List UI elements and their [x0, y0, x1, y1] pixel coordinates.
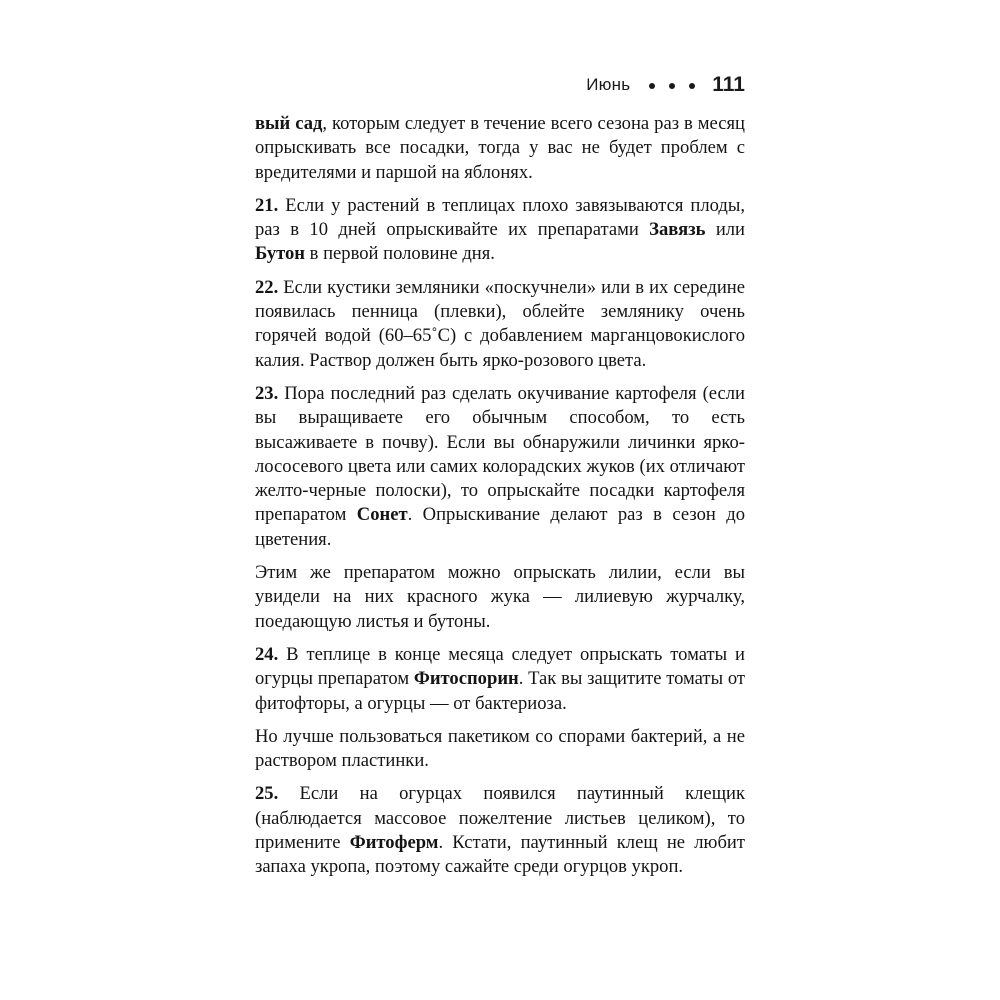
text-run: , которым следует в течение всего сезона раз в месяц опрыскивать все посадки, тогда у вас не будет проблем с вредителями и паршой на яблонях.	[255, 113, 745, 183]
text-run: Если у растений в теплицах плохо завязываются плоды, раз в 10 дней опрыскивайте их препаратами	[255, 194, 745, 241]
text-run: . Так вы защитите томаты от фитофторы, а огурцы — от бактериоза.	[255, 668, 745, 714]
bold-term: 22.	[255, 276, 279, 298]
paragraph	[255, 112, 745, 185]
bold-term: Сонет	[356, 504, 408, 526]
paragraph	[255, 561, 745, 634]
running-head-dots-ornament	[642, 75, 702, 95]
paragraph	[255, 643, 745, 716]
bold-term: Фитоспорин	[413, 668, 519, 690]
text-run: Этим же препаратом можно опрыскать лилии, если вы увидели на них красного жука — лилиевую журчалку, поедающую листья и бутоны.	[255, 562, 745, 632]
text-run: В теплице в конце месяца следует опрыскать томаты и огурцы препаратом	[255, 643, 745, 690]
text-run: или	[705, 219, 745, 241]
body-text	[255, 112, 745, 889]
text-run: Если кустики земляники «поскучнели» или в их середине появилась пенница (плевки), облейте землянику очень горячей водой (60–65˚С) с добавлением марганцовокислого калия. Раствор должен быть ярко-розового цвета.	[255, 276, 745, 371]
page-number: 111	[712, 73, 745, 96]
dot-ornament	[669, 83, 675, 89]
paragraph	[255, 382, 745, 552]
bold-term: Фитоферм	[349, 832, 439, 854]
text-run: Если на огурцах появился паутинный клещик (наблюдается массовое пожелтение листьев целиком), то примените	[255, 783, 745, 854]
text-run: . Кстати, паутинный клещ не любит запаха укропа, поэтому сажайте среди огурцов укроп.	[255, 832, 745, 878]
bold-term: 23.	[255, 382, 279, 404]
bold-term: 25.	[255, 783, 279, 805]
text-run: Но лучше пользоваться пакетиком со спорами бактерий, а не раствором пластинки.	[255, 725, 745, 772]
paragraph	[255, 276, 745, 373]
bold-term: 24.	[255, 643, 279, 665]
dot-ornament	[649, 83, 655, 89]
paragraph	[255, 725, 745, 774]
bold-term: вый сад	[255, 113, 323, 134]
paragraph	[255, 194, 745, 267]
running-head	[255, 70, 745, 100]
running-head-section: Июнь	[586, 75, 631, 94]
paragraph	[255, 782, 745, 879]
text-run: Пора последний раз сделать окучивание картофеля (если вы выращиваете его обычным способом, то есть высаживаете в почву). Если вы обнаружили личинки ярко-лососевого цвета или самих колорадских жуков (их отличают желто-черные полоски), то опрыскайте посадки картофеля препаратом	[255, 382, 745, 526]
dot-ornament	[689, 83, 695, 89]
text-run: . Опрыскивание делают раз в сезон до цветения.	[255, 504, 745, 550]
bold-term: 21.	[255, 194, 279, 216]
text-run: в первой половине дня.	[305, 243, 495, 265]
bold-term: Бутон	[255, 243, 306, 265]
bold-term: Завязь	[649, 219, 706, 241]
